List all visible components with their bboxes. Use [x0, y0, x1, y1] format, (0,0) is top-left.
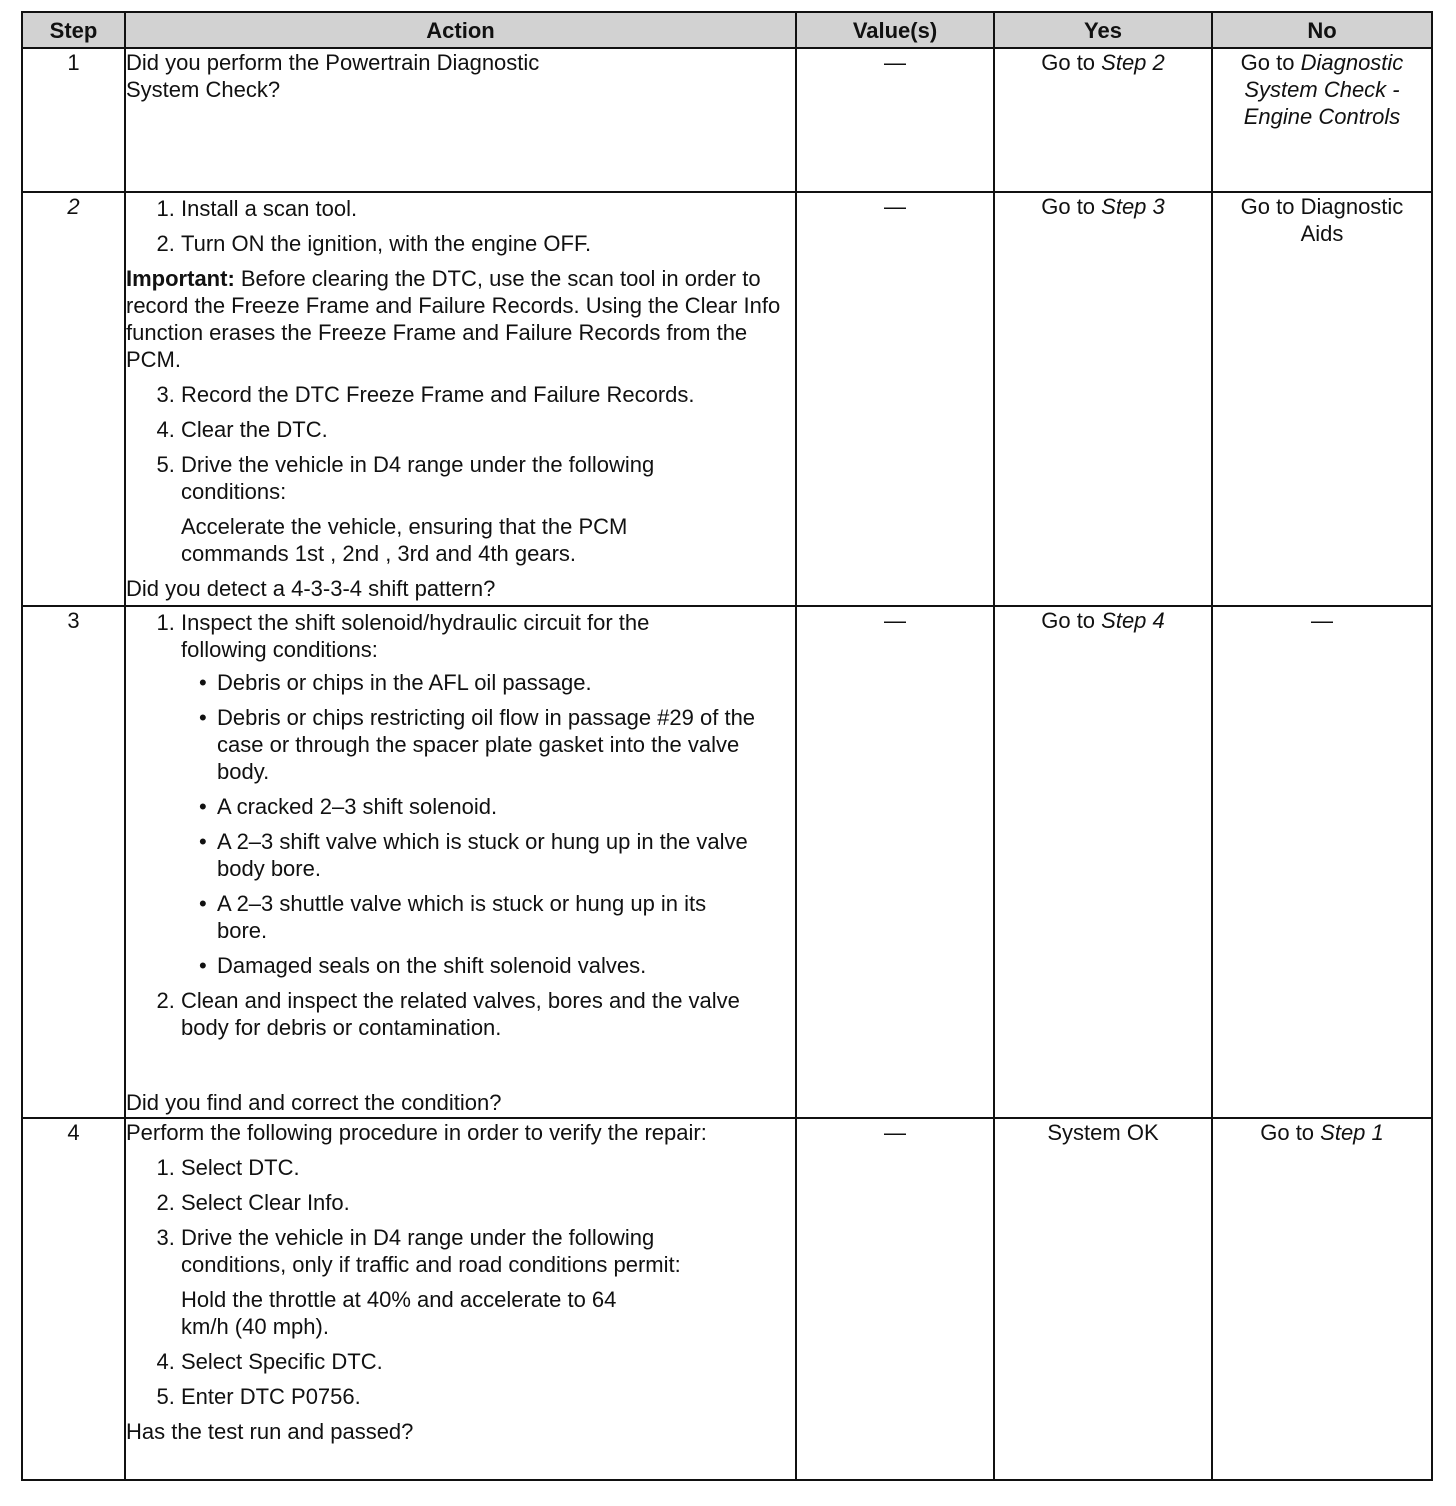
header-values: Value(s): [796, 12, 994, 48]
no-text: —: [1311, 608, 1333, 633]
condition-text: Hold the throttle at 40% and accelerate to 64 km/h (40 mph).: [181, 1287, 617, 1339]
list-item: 5. Enter DTC P0756.: [181, 1383, 795, 1410]
value-text: —: [884, 1120, 906, 1145]
yes-step-link[interactable]: Step 4: [1101, 608, 1165, 633]
bullet-item: • Debris or chips in the AFL oil passage.: [217, 669, 741, 696]
header-no: No: [1212, 12, 1432, 48]
yes-prefix: Go to: [1041, 50, 1102, 75]
bullet-item: • A cracked 2–3 shift solenoid.: [217, 793, 741, 820]
bullet-item: • Debris or chips restricting oil flow in passage #29 of the case or through the spacer plate gasket into the valve body.: [217, 704, 762, 785]
no-step-link[interactable]: Diagnostic System Check - Engine Controls: [1243, 50, 1404, 129]
list-item: 4. Clear the DTC.: [181, 416, 795, 443]
header-step: Step: [22, 12, 125, 48]
value-text: —: [884, 50, 906, 75]
step-number: [22, 606, 125, 1118]
table-row-step-2: [22, 192, 1432, 606]
list-item: 2. Select Clear Info.: [181, 1189, 795, 1216]
action-cell: [125, 1118, 796, 1480]
no-prefix: Go to: [1240, 50, 1301, 75]
value-text: —: [884, 194, 906, 219]
step-number: [22, 192, 125, 606]
list-item: 3. Record the DTC Freeze Frame and Failure Records.: [181, 381, 795, 408]
diagnostic-table: [21, 11, 1433, 1481]
value-cell: [796, 192, 994, 606]
no-cell: [1212, 192, 1432, 606]
condition-text: Accelerate the vehicle, ensuring that the PCM commands 1st , 2nd , 3rd and 4th gears.: [181, 514, 628, 566]
header-action: Action: [125, 12, 796, 48]
step-number-text: 4: [67, 1120, 80, 1145]
yes-step-link[interactable]: Step 2: [1101, 50, 1165, 75]
header-row: [22, 12, 1432, 48]
action-question: Did you find and correct the condition?: [126, 1090, 502, 1115]
action-list: [126, 609, 795, 1041]
step-number: [22, 1118, 125, 1480]
bullet-item: • A 2–3 shift valve which is stuck or hung up in the valve body bore.: [217, 828, 762, 882]
table-row-step-3: [22, 606, 1432, 1118]
action-cell: [125, 606, 796, 1118]
table-row-step-4: [22, 1118, 1432, 1480]
bullet-item: • Damaged seals on the shift solenoid valves.: [217, 952, 741, 979]
action-question: Has the test run and passed?: [126, 1419, 414, 1444]
condition-bullets: [181, 669, 756, 979]
action-cell: [125, 192, 796, 606]
yes-step-link[interactable]: Step 3: [1101, 194, 1165, 219]
list-item: 3. Drive the vehicle in D4 range under the following conditions, only if traffic and road conditions permit:: [181, 1224, 751, 1278]
yes-text: System OK: [1047, 1120, 1159, 1145]
step-number: [22, 48, 125, 192]
value-cell: [796, 1118, 994, 1480]
yes-cell: [994, 606, 1212, 1118]
action-list-a: [126, 195, 795, 257]
no-cell: [1212, 606, 1432, 1118]
list-item: [181, 609, 756, 979]
value-text: —: [884, 608, 906, 633]
important-note: [126, 265, 795, 373]
important-label: Important:: [126, 266, 235, 291]
no-cell: [1212, 48, 1432, 192]
no-prefix: Go to: [1260, 1120, 1321, 1145]
yes-cell: [994, 192, 1212, 606]
no-step-link[interactable]: Step 1: [1320, 1120, 1384, 1145]
list-item: 1. Select DTC.: [181, 1154, 795, 1181]
step-number-text: 2: [67, 194, 80, 219]
list-item: 2. Turn ON the ignition, with the engine OFF.: [181, 230, 795, 257]
action-list-a: [126, 1154, 795, 1278]
list-item-text: Inspect the shift solenoid/hydraulic circuit for the following conditions:: [181, 610, 650, 662]
action-list-b: [126, 1348, 795, 1410]
yes-prefix: Go to: [1041, 194, 1102, 219]
yes-cell: [994, 48, 1212, 192]
step-number-text: 1: [67, 50, 80, 75]
step-number-text: 3: [67, 608, 80, 633]
no-text[interactable]: Go to Diagnostic Aids: [1240, 194, 1404, 246]
spacer: [126, 1049, 795, 1089]
action-list-b: [126, 381, 795, 505]
no-cell: [1212, 1118, 1432, 1480]
header-yes: Yes: [994, 12, 1212, 48]
bullet-item: • A 2–3 shuttle valve which is stuck or hung up in its bore.: [217, 890, 747, 944]
table-row-step-1: [22, 48, 1432, 192]
action-question: Did you detect a 4-3-3-4 shift pattern?: [126, 576, 496, 601]
list-item: 2. Clean and inspect the related valves, bores and the valve body for debris or contamination.: [181, 987, 741, 1041]
important-text: Before clearing the DTC, use the scan tool in order to record the Freeze Frame and Failure Records. Using the Clear Info function erases the Freeze Frame and Failure Records from the PCM.: [126, 266, 781, 372]
list-item: 5. Drive the vehicle in D4 range under the following conditions:: [181, 451, 741, 505]
action-cell: [125, 48, 796, 192]
action-question: Did you perform the Powertrain Diagnostic System Check?: [126, 50, 540, 102]
value-cell: [796, 48, 994, 192]
yes-prefix: Go to: [1041, 608, 1102, 633]
list-item: 1. Install a scan tool.: [181, 195, 795, 222]
intro-text: Perform the following procedure in order to verify the repair:: [126, 1120, 707, 1145]
yes-cell: [994, 1118, 1212, 1480]
value-cell: [796, 606, 994, 1118]
list-item: 4. Select Specific DTC.: [181, 1348, 795, 1375]
